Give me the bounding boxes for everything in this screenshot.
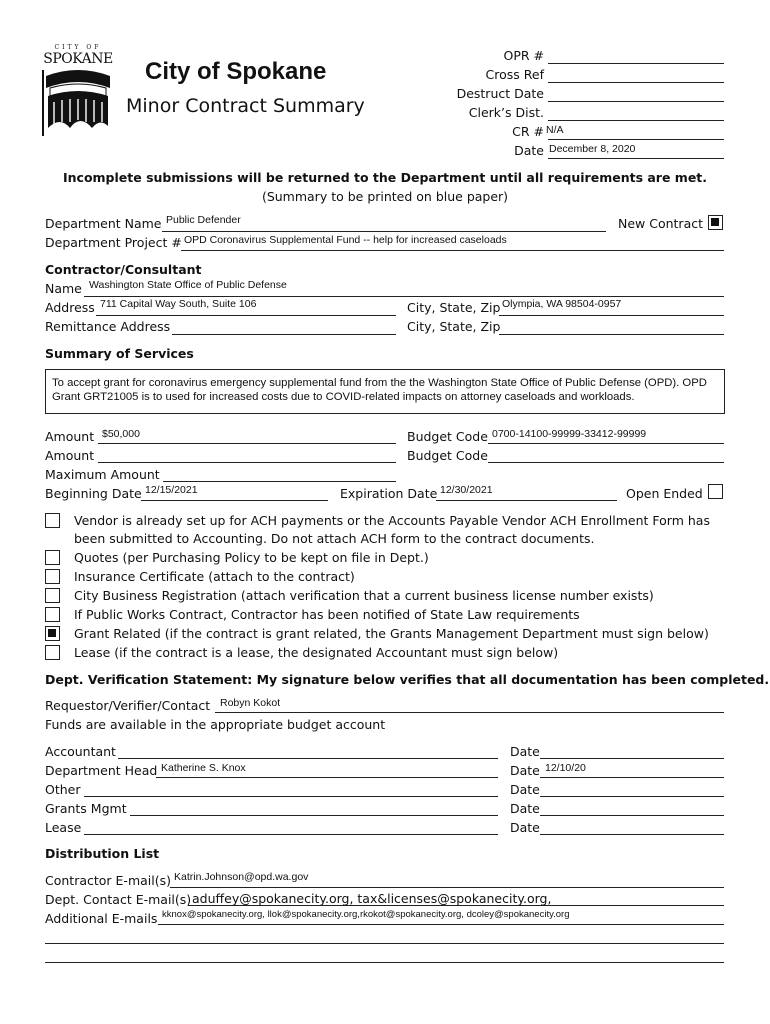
department-head-date-label: Date [510,763,540,778]
funds-available-text: Funds are available in the appropriate budget account [45,717,386,732]
ach-checkbox[interactable] [45,513,60,528]
public-works-checkbox[interactable] [45,607,60,622]
lease-signature-label: Lease [45,820,82,835]
page-title: City of Spokane [145,58,327,85]
remittance-address-field[interactable] [172,334,396,335]
insurance-checkbox[interactable] [45,569,60,584]
remittance-address-label: Remittance Address [45,319,171,334]
contractor-email-value: Katrin.Johnson@opd.wa.gov [174,871,309,883]
department-head-signature-field[interactable] [156,777,498,778]
department-project-label: Department Project # [45,235,182,250]
beginning-date-field[interactable] [141,500,328,501]
department-project-field[interactable] [181,250,724,251]
requestor-field[interactable] [215,712,724,713]
quotes-checkbox[interactable] [45,550,60,565]
opr-field[interactable] [548,63,724,64]
budget-code-label: Budget Code [407,429,488,444]
cr-field[interactable] [548,139,724,140]
city-logo [40,44,116,134]
insurance-text: Insurance Certificate (attach to the contract) [74,569,355,584]
other-date-label: Date [510,782,540,797]
city-state-zip-2-label: City, State, Zip [407,319,501,334]
additional-emails-line-3[interactable] [45,962,724,963]
grant-related-checkbox[interactable] [45,626,60,641]
expiration-date-field[interactable] [436,500,617,501]
lease-checkbox[interactable] [45,645,60,660]
beginning-date-value: 12/15/2021 [145,484,198,496]
accountant-signature-field[interactable] [118,758,498,759]
amount-value: $50,000 [102,428,140,440]
cr-value: N/A [546,124,564,136]
clerk-dist-field[interactable] [548,120,724,121]
notice-bold: Incomplete submissions will be returned to the Department until all requirements are met. [62,170,708,185]
business-registration-checkbox[interactable] [45,588,60,603]
clerk-dist-label: Clerk’s Dist. [468,105,544,120]
lease-text: Lease (if the contract is a lease, the designated Accountant must sign below) [74,645,559,660]
lease-date-label: Date [510,820,540,835]
services-textbox[interactable] [45,369,725,414]
other-date-field[interactable] [540,796,724,797]
lease-date-field[interactable] [540,834,724,835]
budget-code-2-field[interactable] [488,462,724,463]
additional-emails-line-2[interactable] [45,943,724,944]
department-head-date-value: 12/10/20 [545,762,586,774]
open-ended-checkbox[interactable] [708,484,723,499]
contractor-name-label: Name [45,281,82,296]
accountant-label: Accountant [45,744,116,759]
distribution-heading: Distribution List [45,846,160,861]
contractor-name-value: Washington State Office of Public Defense [89,279,287,291]
bridge-falls-icon [40,66,116,138]
services-heading: Summary of Services [45,346,194,361]
verification-heading: Dept. Verification Statement: My signature below verifies that all documentation has been completed. [45,672,770,687]
business-registration-text: City Business Registration (attach verification that a current business license number exists) [74,588,654,603]
maximum-amount-label: Maximum Amount [45,467,160,482]
lease-signature-field[interactable] [84,834,498,835]
cross-ref-field[interactable] [548,82,724,83]
admin-date-field[interactable] [548,158,724,159]
requestor-label: Requestor/Verifier/Contact [45,698,211,713]
additional-emails-label: Additional E-mails [45,911,158,926]
grants-mgmt-date-field[interactable] [540,815,724,816]
services-text: To accept grant for coronavirus emergency supplemental fund from the the Washington State Office of Public Defense (OPD). OPD Grant GRT21005 is to used for increased costs due to COVID-related impacts on attorney caseloads and workloads. [52,377,707,403]
new-contract-checkbox[interactable] [708,215,723,230]
budget-code-2-label: Budget Code [407,448,488,463]
city-state-zip-field[interactable] [499,315,724,316]
admin-date-label: Date [514,143,544,158]
department-head-value: Katherine S. Knox [161,762,246,774]
department-head-label: Department Head [45,763,158,778]
contractor-heading: Contractor/Consultant [45,262,202,277]
open-ended-label: Open Ended [626,486,703,501]
grants-mgmt-date-label: Date [510,801,540,816]
budget-code-value: 0700-14100-99999-33412-99999 [492,428,647,440]
destruct-date-field[interactable] [548,101,724,102]
destruct-date-label: Destruct Date [456,86,544,101]
admin-date-value: December 8, 2020 [549,143,636,155]
contractor-email-field[interactable] [170,887,724,888]
department-name-value: Public Defender [166,214,241,226]
address-field[interactable] [96,315,396,316]
expiration-date-value: 12/30/2021 [440,484,493,496]
requestor-value: Robyn Kokot [220,697,281,709]
notice-sub: (Summary to be printed on blue paper) [261,189,509,204]
cr-label: CR # [512,124,544,139]
ach-text-line2: been submitted to Accounting. Do not attach ACH form to the contract documents. [74,531,595,546]
other-signature-field[interactable] [84,796,498,797]
accountant-date-label: Date [510,744,540,759]
city-state-zip-value: Olympia, WA 98504-0957 [502,298,622,310]
expiration-date-label: Expiration Date [340,486,438,501]
grants-mgmt-label: Grants Mgmt [45,801,127,816]
amount-label: Amount [45,429,95,444]
address-label: Address [45,300,95,315]
department-name-field[interactable] [162,231,606,232]
logo-name: SPOKANE [43,51,113,67]
grants-mgmt-signature-field[interactable] [130,815,498,816]
additional-emails-field[interactable] [158,924,724,925]
page-subtitle: Minor Contract Summary [126,95,365,117]
city-state-zip-label: City, State, Zip [407,300,501,315]
ach-text-line1: Vendor is already set up for ACH payments or the Accounts Payable Vendor ACH Enrollment Form has [74,513,710,528]
dept-contact-email-label: Dept. Contact E-mail(s) [45,892,192,907]
amount-2-field[interactable] [98,462,396,463]
dept-contact-email-value: aduffey@spokanecity.org, tax&licenses@spokanecity.org, [192,891,552,906]
accountant-date-field[interactable] [540,758,724,759]
address-value: 711 Capital Way South, Suite 106 [100,298,257,310]
beginning-date-label: Beginning Date [45,486,142,501]
public-works-text: If Public Works Contract, Contractor has been notified of State Law requirements [74,607,580,622]
cross-ref-label: Cross Ref [485,67,544,82]
budget-code-field[interactable] [488,443,724,444]
amount-2-label: Amount [45,448,95,463]
quotes-text: Quotes (per Purchasing Policy to be kept on file in Dept.) [74,550,429,565]
department-project-value: OPD Coronavirus Supplemental Fund -- help for increased caseloads [184,234,507,246]
grant-related-text: Grant Related (if the contract is grant related, the Grants Management Department must sign below) [74,626,709,641]
new-contract-label: New Contract [618,216,704,231]
logo-top-text: CITY OF [54,44,102,51]
opr-label: OPR # [503,48,544,63]
department-name-label: Department Name [45,216,162,231]
contractor-email-label: Contractor E-mail(s) [45,873,171,888]
additional-emails-value: kknox@spokanecity.org, llok@spokanecity.org,rkokot@spokanecity.org, dcoley@spokanecity.org [162,909,570,920]
contractor-name-field[interactable] [84,296,724,297]
amount-field[interactable] [98,443,396,444]
maximum-amount-field[interactable] [163,481,396,482]
city-state-zip-2-field[interactable] [499,334,724,335]
other-label: Other [45,782,81,797]
department-head-date-field[interactable] [540,777,724,778]
